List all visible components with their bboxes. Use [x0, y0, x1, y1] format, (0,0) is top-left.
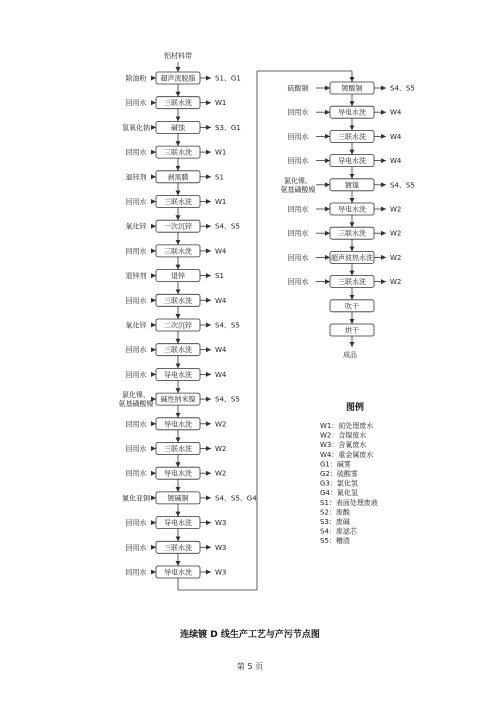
process-label: 退锌	[171, 272, 185, 281]
output-label: S1	[215, 272, 224, 281]
left-step	[126, 368, 227, 380]
left-step	[119, 390, 240, 408]
input-label: 除油粉	[125, 74, 147, 83]
input-label: 回用水	[287, 157, 309, 166]
process-label: 三联水洗	[164, 296, 192, 305]
process-label: 三联水洗	[164, 247, 192, 256]
input-label: 氨基磺酸镍	[280, 185, 316, 194]
right-step	[288, 251, 402, 263]
input-label: 回用水	[125, 519, 147, 528]
input-label: 氧化锌	[125, 321, 147, 330]
process-label: 导电水洗	[338, 205, 366, 214]
output-label: W4	[215, 247, 227, 256]
output-label: S4、S5	[215, 395, 240, 404]
process-label: 导电水洗	[164, 568, 192, 577]
left-step	[126, 566, 227, 578]
input-label: 回用水	[125, 198, 147, 206]
process-label: 超声波脱脂	[160, 74, 196, 83]
left-step	[126, 517, 227, 529]
output-label: S1、G1	[215, 74, 241, 83]
output-label: W2	[390, 278, 402, 287]
legend-item: G3：氯化氢	[320, 479, 358, 488]
input-label: 回用水	[125, 445, 147, 453]
process-label: 导电水洗	[164, 469, 192, 478]
output-label: W2	[215, 445, 227, 453]
process-label: 碱蚀	[171, 123, 185, 132]
input-label: 回用水	[125, 420, 147, 429]
process-label: 碱性纳米镍	[160, 395, 196, 404]
process-label: 导电水洗	[338, 108, 366, 117]
left-step	[126, 344, 227, 356]
legend-item: W3：含氰废水	[320, 441, 367, 450]
process-label: 三联水洗	[164, 346, 192, 355]
right-step	[330, 300, 374, 312]
right-step	[288, 82, 415, 94]
input-label: 回用水	[287, 132, 309, 141]
legend-title: 图例	[345, 403, 365, 413]
input-label: 回用水	[125, 346, 147, 355]
left-step	[126, 220, 240, 232]
input-label: 氨基磺酸镍	[118, 400, 154, 409]
input-label: 氯化镍、	[122, 391, 150, 400]
right-step	[288, 106, 402, 118]
process-label: 导电水洗	[164, 519, 192, 528]
start-label: 铝材料带	[164, 52, 192, 60]
output-label: W1	[215, 148, 227, 157]
legend-item: S2：废酸	[320, 508, 350, 517]
input-label: 回用水	[125, 247, 147, 256]
left-step	[122, 492, 257, 504]
right-step	[288, 130, 402, 142]
left-step	[126, 541, 227, 553]
left-step	[126, 146, 227, 158]
input-label: 回用水	[125, 543, 147, 552]
output-label: W2	[390, 253, 402, 262]
output-label: S4、S5	[215, 222, 240, 231]
legend-item: W1：前处理废水	[320, 422, 374, 430]
left-step	[126, 97, 227, 109]
legend-list	[320, 421, 378, 545]
input-label: 回用水	[125, 370, 147, 379]
process-label: 镀酸铜	[341, 84, 363, 93]
output-label: W2	[215, 420, 227, 429]
legend-item: W4：重金属废水	[320, 450, 374, 459]
right-step	[281, 176, 415, 194]
process-label: 三联水洗	[338, 278, 366, 287]
output-label: W1	[215, 198, 227, 206]
process-label: 三联水洗	[164, 543, 192, 552]
process-label: 二次沉锌	[164, 321, 192, 330]
output-label: W2	[390, 205, 402, 214]
process-label: 镀镍	[345, 181, 359, 190]
process-label: 三联水洗	[164, 198, 192, 206]
input-label: 回用水	[287, 205, 309, 214]
left-step	[122, 121, 241, 133]
process-label: 三联水洗	[164, 99, 192, 108]
process-label: 三联水洗	[338, 229, 366, 238]
process-label: 三联水洗	[164, 148, 192, 157]
input-label: 回用水	[125, 469, 147, 478]
input-label: 退锌剂	[125, 272, 147, 281]
legend-item: S5：槽渣	[320, 537, 350, 546]
process-label: 三联水洗	[338, 132, 366, 141]
left-step	[126, 196, 227, 208]
output-label: S1	[215, 173, 224, 182]
legend-item: S4：废滤芯	[320, 527, 357, 536]
legend-item: G1：碱雾	[320, 460, 351, 469]
left-step	[126, 245, 227, 257]
flow-layer	[119, 62, 415, 590]
left-step	[126, 270, 224, 282]
output-label: W4	[215, 370, 227, 379]
legend-item: S3：废碱	[320, 518, 350, 526]
input-label: 回用水	[125, 296, 147, 305]
output-label: S4、S5	[215, 321, 240, 330]
end-label: 成品	[343, 351, 357, 359]
input-label: 氰化亚铜	[122, 494, 150, 503]
left-step	[126, 443, 227, 455]
input-label: 氯化镍、	[284, 176, 312, 185]
left-step	[126, 171, 224, 183]
left-step	[126, 418, 227, 430]
output-label: W4	[390, 132, 402, 141]
input-label: 回用水	[287, 108, 309, 117]
output-label: W1	[215, 99, 227, 108]
input-label: 回用水	[125, 148, 147, 157]
output-label: W2	[215, 469, 227, 478]
output-label: S3、G1	[215, 123, 241, 132]
left-step	[126, 319, 240, 331]
process-label: 一次沉锌	[164, 222, 192, 231]
legend-item: W2：含镍废水	[320, 431, 367, 440]
right-step	[288, 276, 402, 288]
output-label: W4	[390, 157, 402, 166]
process-label: 导电水洗	[164, 420, 192, 429]
right-step	[330, 324, 374, 336]
output-label: W3	[215, 568, 227, 577]
input-label: 氢氧化钠	[122, 123, 150, 132]
process-label: 三联水洗	[164, 445, 192, 453]
output-label: S4、S5	[390, 84, 415, 93]
output-label: S4、S5、G4	[215, 494, 257, 503]
input-label: 退锌剂	[125, 173, 147, 182]
diagram-caption: 连续镀 D 线生产工艺与产污节点图	[180, 630, 320, 640]
left-step	[126, 294, 227, 306]
process-label: 超声波热水洗	[331, 253, 373, 262]
input-label: 回用水	[125, 99, 147, 108]
process-label: 导电水洗	[338, 157, 366, 166]
process-label: 导电水洗	[164, 370, 192, 379]
input-label: 氧化锌	[125, 222, 147, 231]
input-label: 回用水	[287, 229, 309, 238]
process-label: 剥黑膜	[167, 173, 189, 182]
output-label: W3	[215, 543, 227, 552]
legend-item: S1：表面处理废液	[320, 498, 378, 507]
page-number: 第 5 页	[236, 662, 264, 671]
input-label: 回用水	[287, 253, 309, 262]
output-label: W4	[215, 296, 227, 305]
left-step	[126, 467, 227, 479]
legend-item: G4：氰化氢	[320, 489, 358, 498]
output-label: S4、S5	[390, 181, 415, 190]
right-step	[288, 155, 402, 167]
input-label: 回用水	[287, 278, 309, 287]
output-label: W4	[215, 346, 227, 355]
output-label: W3	[215, 519, 227, 528]
right-step	[288, 227, 402, 239]
output-label: W2	[390, 229, 402, 238]
left-step	[126, 72, 241, 84]
right-step	[288, 203, 402, 215]
process-label: 镀碱铜	[167, 494, 189, 503]
process-label: 烘干	[345, 326, 359, 335]
output-label: W4	[390, 108, 402, 117]
input-label: 硫酸铜	[287, 84, 309, 93]
input-label: 回用水	[125, 568, 147, 577]
legend-item: G2：硫酸雾	[320, 470, 358, 478]
process-label: 吹干	[345, 302, 359, 311]
